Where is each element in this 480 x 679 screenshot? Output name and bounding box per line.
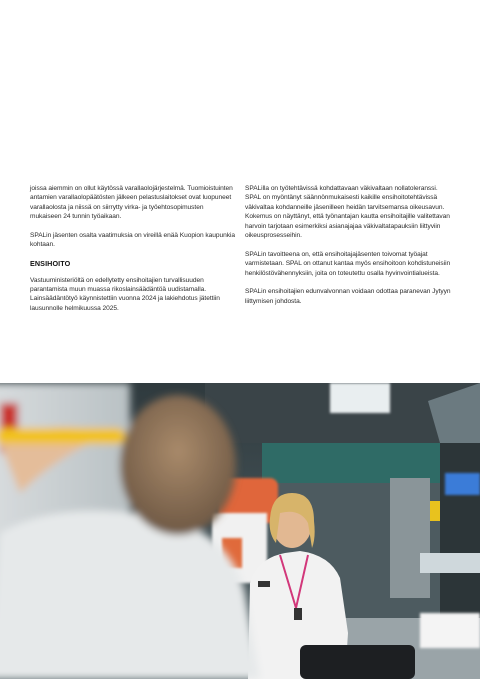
left-paragraph-3: Vastuuministeriöltä on edellytetty ensihoitajien turvallisuuden parantamista muun muassa rikoslainsäädäntöä uudistamalla. Lainsäädäntötyö käynnistettiin vuonna 2024 ja lakiehdotus jätettiin lausunnolle helmikuussa 2025. bbox=[30, 276, 220, 312]
right-paragraph-3: SPALin ensihoitajien edunvalvonnan voidaan odottaa paranevan Jytyyn liittymisen johdosta. bbox=[245, 288, 451, 305]
right-text-column bbox=[245, 184, 451, 316]
right-paragraph-2: SPALin tavoitteena on, että ensihoitajajäsenten toivomat työajat varmistetaan. SPAL on ottanut kantaa myös ensihoitoon kohdistuneisiin henkilöstövähennyksiin, joita on toteutettu osalla hyvinvointialueista. bbox=[245, 250, 451, 277]
left-text-column bbox=[30, 184, 236, 323]
section-heading-ensihoito: ENSIHOITO bbox=[30, 259, 71, 269]
left-paragraph-1: joissa aiemmin on ollut käytössä varallaolojärjestelmä. Tuomioistuinten antamien varallaolopäätösten jälkeen pelastuslaitokset ovat luopuneet varallaolosta ja niissä on siirrytty virka- ja työehtosopimusten mukaiseen 24 tunnin työaikaan. bbox=[30, 185, 233, 221]
right-paragraph-1: SPALilla on työtehtävissä kohdattavaan väkivaltaan nollatoleranssi. SPAL on myöntänyt säännönmukaisesti kaikille ensihoitotehtävissä väkivaltaa kohdanneille jäsenilleen heidän tarvitsemansa oikeusavun. Kokemus on näyttänyt, että työnantajan kautta ensihoitajille valitettavan harvoin tarjotaan esimerkiksi asianajajaa väkivaltatapauksiin liittyviin oikeusprosesseihin. bbox=[245, 185, 450, 240]
left-paragraph-2: SPALin jäsenten osalta vaatimuksia on vireillä enää Kuopion kaupunkia kohtaan. bbox=[30, 232, 235, 249]
ambulance-interior-photo bbox=[0, 383, 480, 679]
